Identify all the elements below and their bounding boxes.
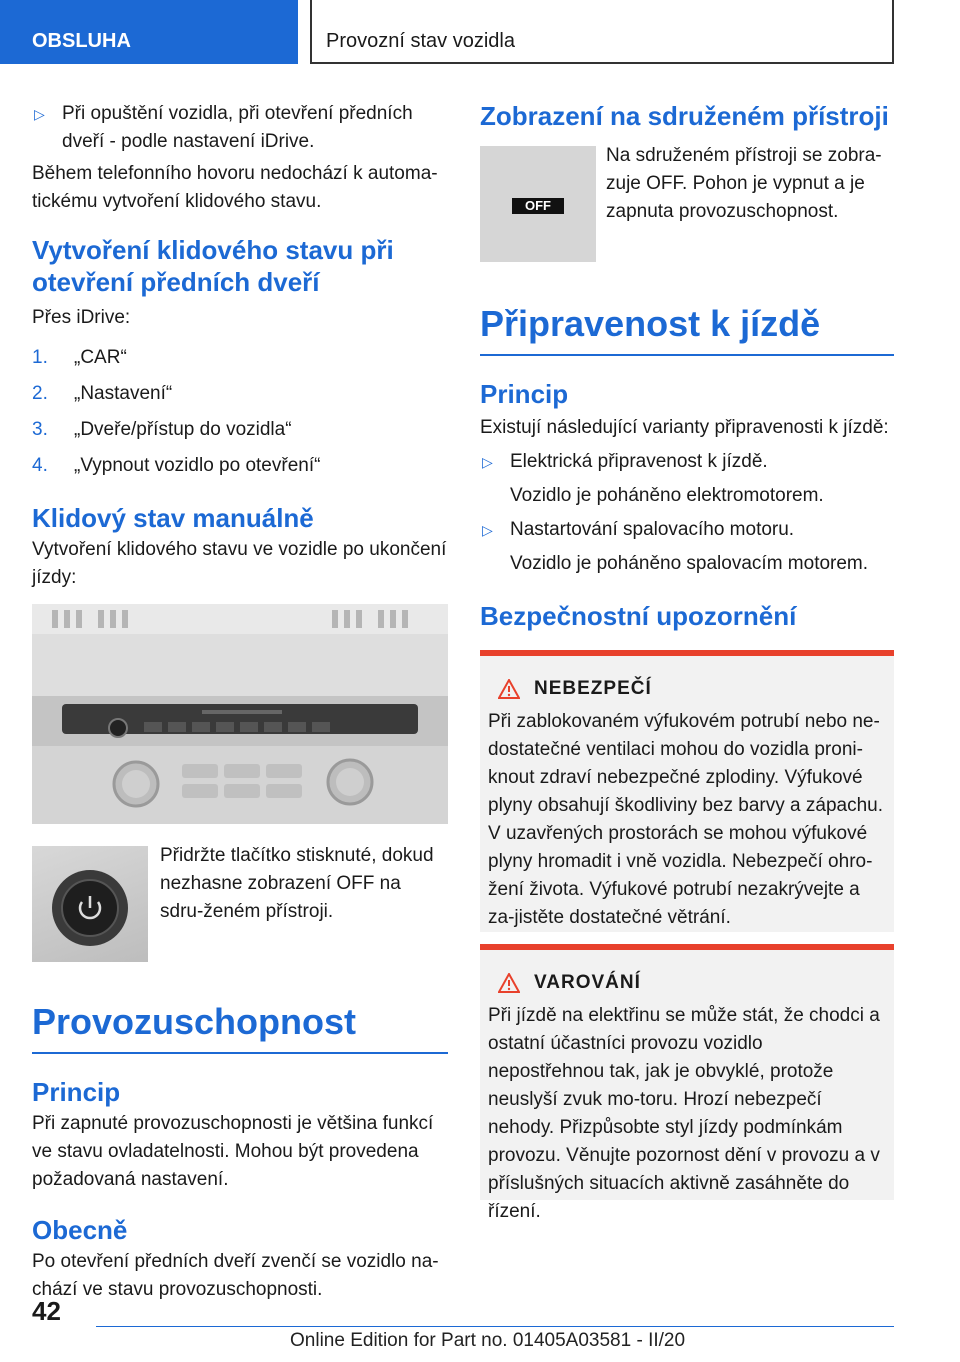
list-item: ▷ Elektrická připravenost k jízdě. [480, 448, 894, 476]
edition-link[interactable]: Online Edition for Part no. 01405A03581 - II/20 [290, 1330, 686, 1351]
list-subtext: Vozidlo je poháněno elektromotorem. [510, 485, 824, 506]
off-indicator: OFF [512, 198, 564, 214]
heading-principle-right: Princip [480, 379, 569, 409]
footer-divider [96, 1326, 894, 1327]
variants-text: Existují následující varianty připravenosti k jízdě: [480, 417, 889, 438]
triangle-bullet-icon: ▷ [34, 106, 45, 122]
dashboard-photo [32, 604, 448, 824]
triangle-bullet-icon: ▷ [482, 454, 493, 470]
via-idrive-text: Přes iDrive: [32, 307, 131, 328]
principle-text: Při zapnuté provozuschopnosti je většina funkcí ve stavu ovladatelnosti. Mohou být provedena požadovaná nastavení. [32, 1113, 434, 1190]
danger-box [480, 650, 894, 932]
call-note: Během telefonního hovoru nedochází k automa-tickému vytvoření klidového stavu. [32, 163, 438, 212]
power-button-icon [32, 846, 148, 962]
knob-instruction: Přidržte tlačítko stisknuté, dokud nezhasne zobrazení OFF na sdru-ženém přístroji. [160, 845, 434, 922]
power-knob-photo [32, 846, 148, 962]
section-tab: OBSLUHA [0, 0, 298, 64]
display-text: Na sdruženém přístroji se zobra-zuje OFF. Pohon je vypnut a je zapnuta provozuschopnost. [606, 145, 882, 222]
page-header-title: Provozní stav vozidla [310, 0, 894, 64]
warning-heading: VAROVÁNÍ [498, 972, 884, 994]
warning-box [480, 944, 894, 1222]
heading-principle-left: Princip [32, 1077, 121, 1107]
heading-provozuschopnost: Provozuschopnost [32, 1000, 448, 1054]
heading-pripravenost: Připravenost k jízdě [480, 302, 894, 356]
bullet-text: Při opuštění vozidla, při otevření předních dveří - podle nastavení iDrive. [62, 103, 413, 152]
display-block [480, 146, 894, 262]
warning-text: Při jízdě na elektřinu se může stát, že chodci a ostatní účastníci provozu vozidlo nepostřehnou tak, jak je obvyklé, protože neuslyší zvuk mo-toru. Hrozí nebezpečí nehody. Přizpůsobte styl jízdy podmínkám provozu. Věnujte pozornost dění v provozu a v příslušných situacích aktivně zasáhněte do řízení. [488, 1005, 880, 1222]
list-item: 4. „Vypnout vozidlo po otevření“ [32, 455, 321, 476]
dashboard-illustration [32, 604, 448, 824]
general-text: Po otevření předních dveří zvenčí se vozidlo na-chází ve stavu provozuschopnosti. [32, 1251, 439, 1300]
left-column [32, 100, 448, 1304]
warning-triangle-icon [498, 679, 520, 699]
heading-manual: Klidový stav manuálně [32, 503, 314, 533]
list-item: 3. „Dveře/přístup do vozidla“ [32, 419, 292, 440]
danger-text: Při zablokovaném výfukovém potrubí nebo ne-dostatečné ventilaci mohou do vozidla proni-knout zdraví nebezpečné zplodiny. Výfukové plyny obsahují škodliviny bez barvy a zápachu. V uzavřených prostorách se mohou výfukové plyny hromadit i vně vozidla. Nebezpečí ohro-žení života. Výfukové potrubí nezakrývejte a za-jistěte dostatečné větrání. [488, 711, 884, 928]
list-item: ▷ Nastartování spalovacího motoru. [480, 516, 894, 544]
heading-safety: Bezpečnostní upozornění [480, 601, 797, 631]
heading-display: Zobrazení na sdruženém přístroji [480, 101, 889, 131]
list-item: 2. „Nastavení“ [32, 383, 173, 404]
list-item [32, 100, 448, 156]
manual-text: Vytvoření klidového stavu ve vozidle po ukončení jízdy: [32, 539, 447, 588]
knob-block [32, 846, 448, 962]
warning-triangle-icon [498, 973, 520, 993]
danger-heading: NEBEZPEČÍ [498, 678, 884, 700]
list-item: 1. „CAR“ [32, 347, 127, 368]
heading-general: Obecně [32, 1215, 128, 1245]
cluster-photo [480, 146, 596, 262]
triangle-bullet-icon: ▷ [482, 522, 493, 538]
list-subtext: Vozidlo je poháněno spalovacím motorem. [510, 553, 869, 574]
heading-rest-doors: Vytvoření klidového stavu při otevření předních dveří [32, 235, 394, 297]
idrive-steps [32, 340, 448, 484]
page-number: 42 [32, 1296, 61, 1326]
right-column [480, 100, 894, 1222]
